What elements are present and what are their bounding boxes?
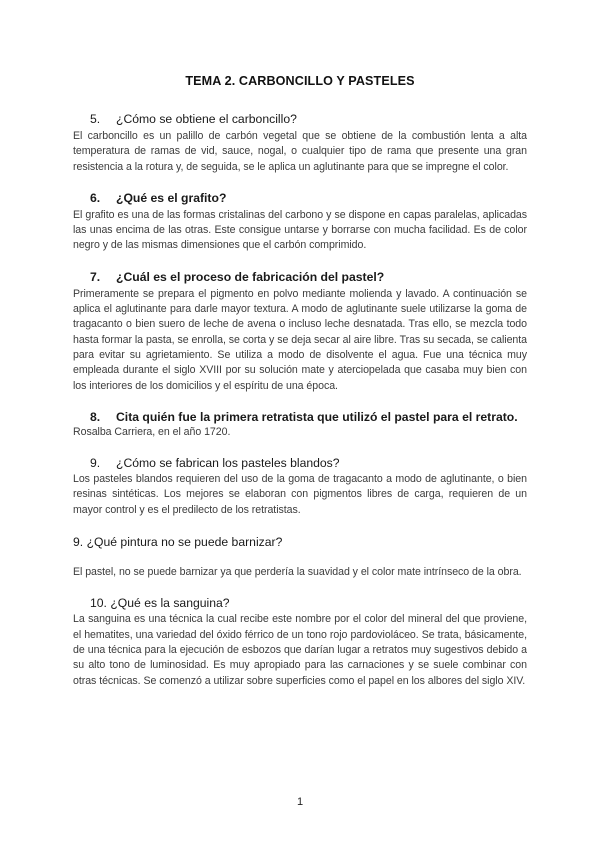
question-heading bbox=[73, 111, 527, 127]
document-title: TEMA 2. CARBONCILLO Y PASTELES bbox=[185, 74, 415, 88]
answer-paragraph: Los pasteles blandos requieren del uso de la goma de tragacanto a modo de aglutinante, o bien resinas sintéticas. Los mejores se elaboran con pigmentos libres de carga, requieren de un mayor control y es el predilecto de los retratistas. bbox=[73, 473, 527, 516]
section-9 bbox=[73, 455, 527, 518]
question-heading bbox=[73, 534, 527, 550]
section-7 bbox=[73, 269, 527, 394]
question-text: ¿Qué es la sanguina? bbox=[110, 596, 230, 611]
page-number: 1 bbox=[296, 796, 304, 808]
question-heading bbox=[73, 190, 527, 206]
answer-paragraph: El carboncillo es un palillo de carbón vegetal que se obtiene de la combustión lenta a alta temperatura de ramas de vid, sauce, nogal, o cualquier tipo de rama que presente una gran resistencia a la rotura y, de seguida, se le aplica un aglutinante para que se impregne el color. bbox=[73, 130, 527, 173]
question-number: 10. bbox=[90, 596, 107, 611]
question-heading bbox=[73, 595, 527, 611]
answer-paragraph: La sanguina es una técnica la cual recibe este nombre por el color del mineral del que proviene, el hematites, una variedad del óxido férrico de un tono rojo pardovioláceo. Se trata, básicamente, de una técnica para la ejecución de esbozos que darían lugar a retratos muy sugestivos debido a su alto tono de luminosidad. Es muy apropiado para las carnaciones y se suele combinar con otras técnicas. Se comenzó a utilizar sobre superficies como el papel en los albores del siglo XIV. bbox=[73, 613, 527, 687]
question-text: ¿Cómo se fabrican los pasteles blandos? bbox=[116, 456, 340, 471]
question-text: ¿Qué es el grafito? bbox=[116, 190, 227, 205]
question-text: Cita quién fue la primera retratista que utilizó el pastel para el retrato. bbox=[116, 409, 518, 424]
question-number: 6. bbox=[90, 190, 101, 205]
answer-paragraph: Primeramente se prepara el pigmento en polvo mediante molienda y lavado. A continuación se aplica el aglutinante para darle mayor textura. A modo de aglutinante suele utilizarse la goma de tragacanto o bien suero de leche de avena o incluso leche desnatada. Tras ello, se mezcla todo hasta formar la pasta, se enrolla, se corta y se deja secar al aire libre. Tras su secada, se calienta para evitar su agrietamiento. Se utiliza a modo de disolvente el agua. Fue una técnica muy empleada durante el siglo XVIII por su solución mate y aterciopelada que casaba muy bien con los interiores de los domicilios y el espíritu de una época. bbox=[73, 287, 527, 392]
question-number: 9. bbox=[73, 535, 84, 550]
answer-paragraph: El grafito es una de las formas cristalinas del carbono y se dispone en capas paralelas, aplicadas las unas encima de las otras. Este consigue untarse y borrarse con mucha facilidad. Es de color negro y de las mismas dimensiones que el carbón comprimido. bbox=[73, 208, 527, 252]
section-9-varnish bbox=[73, 534, 527, 580]
question-number: 7. bbox=[90, 269, 101, 284]
question-number: 8. bbox=[90, 409, 101, 424]
section-8 bbox=[73, 409, 527, 440]
section-5 bbox=[73, 111, 527, 175]
question-heading bbox=[73, 269, 527, 285]
section-10 bbox=[73, 595, 527, 688]
question-number: 5. bbox=[90, 112, 101, 126]
question-text: ¿Cuál es el proceso de fabricación del pastel? bbox=[116, 269, 385, 284]
question-heading bbox=[73, 455, 527, 471]
question-heading bbox=[73, 409, 527, 425]
question-text: ¿Qué pintura no se puede barnizar? bbox=[86, 535, 283, 550]
question-text: ¿Cómo se obtiene el carboncillo? bbox=[116, 112, 297, 126]
answer-paragraph: El pastel, no se puede barnizar ya que perdería la suavidad y el color mate intrínseco de la obra. bbox=[73, 566, 522, 579]
section-6 bbox=[73, 190, 527, 254]
question-number: 9. bbox=[90, 456, 101, 471]
answer-paragraph: Rosalba Carriera, en el año 1720. bbox=[73, 425, 231, 438]
